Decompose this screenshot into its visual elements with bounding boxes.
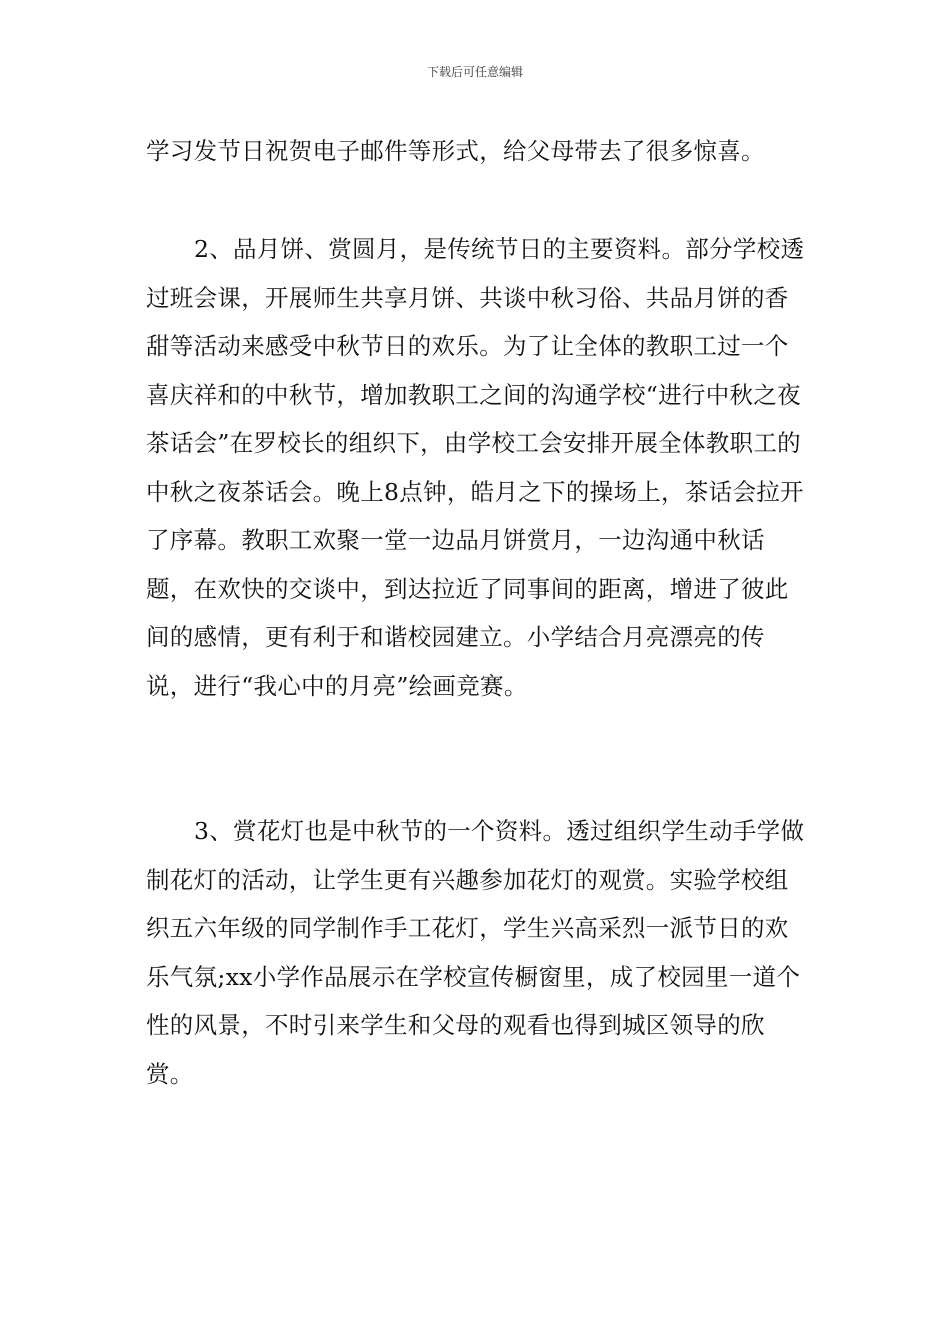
paragraph-mooncake: 2、品月饼、赏圆月，是传统节日的主要资料。部分学校透过班会课，开展师生共享月饼、共谈中秋习俗、共品月饼的香甜等活动来感受中秋节日的欢乐。为了让全体的教职工过一个喜庆祥和的中秋节，增加教职工之间的沟通学校“进行中秋之夜茶话会”在罗校长的组织下，由学校工会安排开展全体教职工的中秋之夜茶话会。晚上8点钟，皓月之下的操场上，茶话会拉开了序幕。教职工欢聚一堂一边品月饼赏月，一边沟通中秋话题，在欢快的交谈中，到达拉近了同事间的距离，增进了彼此间的感情，更有利于和谐校园建立。小学结合月亮漂亮的传说，进行“我心中的月亮”绘画竞赛。 <box>146 235 805 700</box>
paragraph-lanterns: 3、赏花灯也是中秋节的一个资料。透过组织学生动手学做制花灯的活动，让学生更有兴趣参加花灯的观赏。实验学校组织五六年级的同学制作手工花灯，学生兴高采烈一派节日的欢乐气氛;xx小学作品展示在学校宣传橱窗里，成了校园里一道个性的风景，不时引来学生和父母的观看也得到城区领导的欣赏。 <box>146 817 805 1088</box>
page-header: 下载后可任意编辑 <box>426 65 523 79</box>
paragraph-continuation: 学习发节日祝贺电子邮件等形式，给父母带去了很多惊喜。 <box>146 137 765 165</box>
